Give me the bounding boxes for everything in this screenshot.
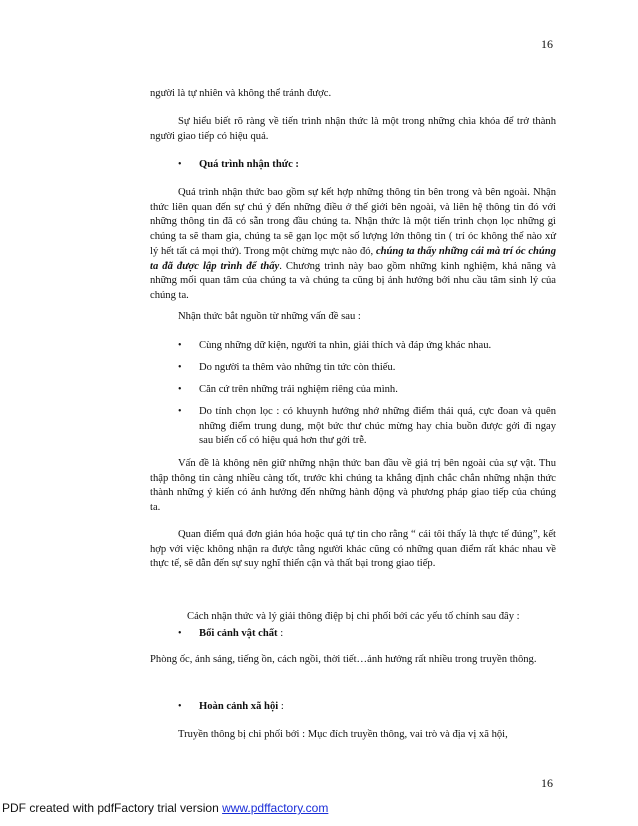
paragraph-understanding: Sự hiểu biết rõ ràng về tiến trình nhận thức là một trong những chìa khóa để trở thành người giao tiếp có hiệu quả. <box>150 116 556 142</box>
pdf-footer <box>2 801 328 815</box>
pdffactory-link[interactable]: www.pdffactory.com <box>222 801 329 815</box>
heading-physical-context: Bối cảnh vật chất : <box>199 628 284 639</box>
pdf-footer-text: PDF created with pdfFactory trial version <box>2 801 223 815</box>
paragraph-perception-sources: Nhận thức bắt nguồn từ những vấn đề sau : <box>178 311 361 322</box>
page-number-bottom: 16 <box>541 776 553 790</box>
paragraph-initial-perception: Vấn đề là không nên giữ những nhận thức ban đầu về giá trị bên ngoài của sự vật. Thu thập thông tin càng nhiều càng tốt, trước khi chúng ta khẳng định chắc chắn những nhận thức thành những ý kiến có ảnh hưởng đến những hành động và phương pháp giao tiếp của chúng ta. <box>150 458 556 514</box>
bullet-icon: • <box>178 628 182 639</box>
list-item: Cùng những dữ kiện, người ta nhìn, giải thích và đáp ứng khác nhau. <box>199 340 492 351</box>
paragraph-continuation: người là tự nhiên và không thể tránh được. <box>150 88 332 99</box>
bullet-icon: • <box>178 406 182 417</box>
bullet-icon: • <box>178 384 182 395</box>
bullet-icon: • <box>178 340 182 351</box>
list-item: Do người ta thêm vào những tin tức còn thiếu. <box>199 362 396 373</box>
heading-perception-process: Quá trình nhận thức : <box>199 159 299 170</box>
heading-social-context: Hoàn cảnh xã hội : <box>199 701 284 712</box>
paragraph-factors: Cách nhận thức và lý giải thông điệp bị chi phối bởi các yếu tố chính sau đây : <box>187 611 520 622</box>
bullet-icon: • <box>178 701 182 712</box>
page-number-top: 16 <box>541 37 553 51</box>
bullet-icon: • <box>178 159 182 170</box>
list-item: Do tính chọn lọc : có khuynh hướng nhớ những điểm thái quá, cực đoan và quên những điểm trung dung, một bức thư chúc mừng hay chia buồn được gởi đi ngay sau biến cố có hiệu quả hơn thư gởi trễ. <box>199 406 556 447</box>
paragraph-social-context: Truyền thông bị chi phối bởi : Mục đích truyền thông, vai trò và địa vị xã hội, <box>178 729 508 740</box>
paragraph-physical-context: Phòng ốc, ánh sáng, tiếng ồn, cách ngồi, thời tiết…ảnh hưởng rất nhiều trong truyền thông. <box>150 654 537 665</box>
emphasis-text: chúng ta thấy những cái mà trí óc chúng ta đã được lập trình để thấy <box>150 245 556 272</box>
bullet-icon: • <box>178 362 182 373</box>
paragraph-simplified-view: Quan điểm quá đơn giản hóa hoặc quá tự tin cho rằng “ cái tôi thấy là thực tế đúng”, kết hợp với việc không nhận ra được tằng người khác cũng có những quan điểm rất khác nhau về thực tế, sẽ dẫn đến sự suy nghĩ thiển cận và thất bại trong giao tiếp. <box>150 529 556 570</box>
list-item: Căn cứ trên những trải nghiệm riêng của mình. <box>199 384 398 395</box>
paragraph-perception-process: Quá trình nhận thức bao gồm sự kết hợp những thông tin bên trong và bên ngoài. Nhận thức liên quan đến sự chú ý đến những điều ở thế giới bên ngoài, và liên hệ thông tin đó với những thông tin đã có sẵn trong đầu chúng ta. Nhận thức là một tiến trình chọn lọc những gì chúng ta sẽ tham gia, chúng ta sẽ gạn lọc một số lượng lớn thông tin ( trí óc không thể nào xử lý hết tất cả mọi thứ). Trong một chừng mực nào đó, chúng ta thấy những cái mà trí óc chúng ta đã được lập trình để thấy. Chương trình này bao gồm những kinh nghiệm, khả năng và những mối quan tâm của chúng ta và chúng ta cũng bị ảnh hưởng bởi nhu cầu tâm sinh lý của chúng ta. <box>150 187 557 301</box>
